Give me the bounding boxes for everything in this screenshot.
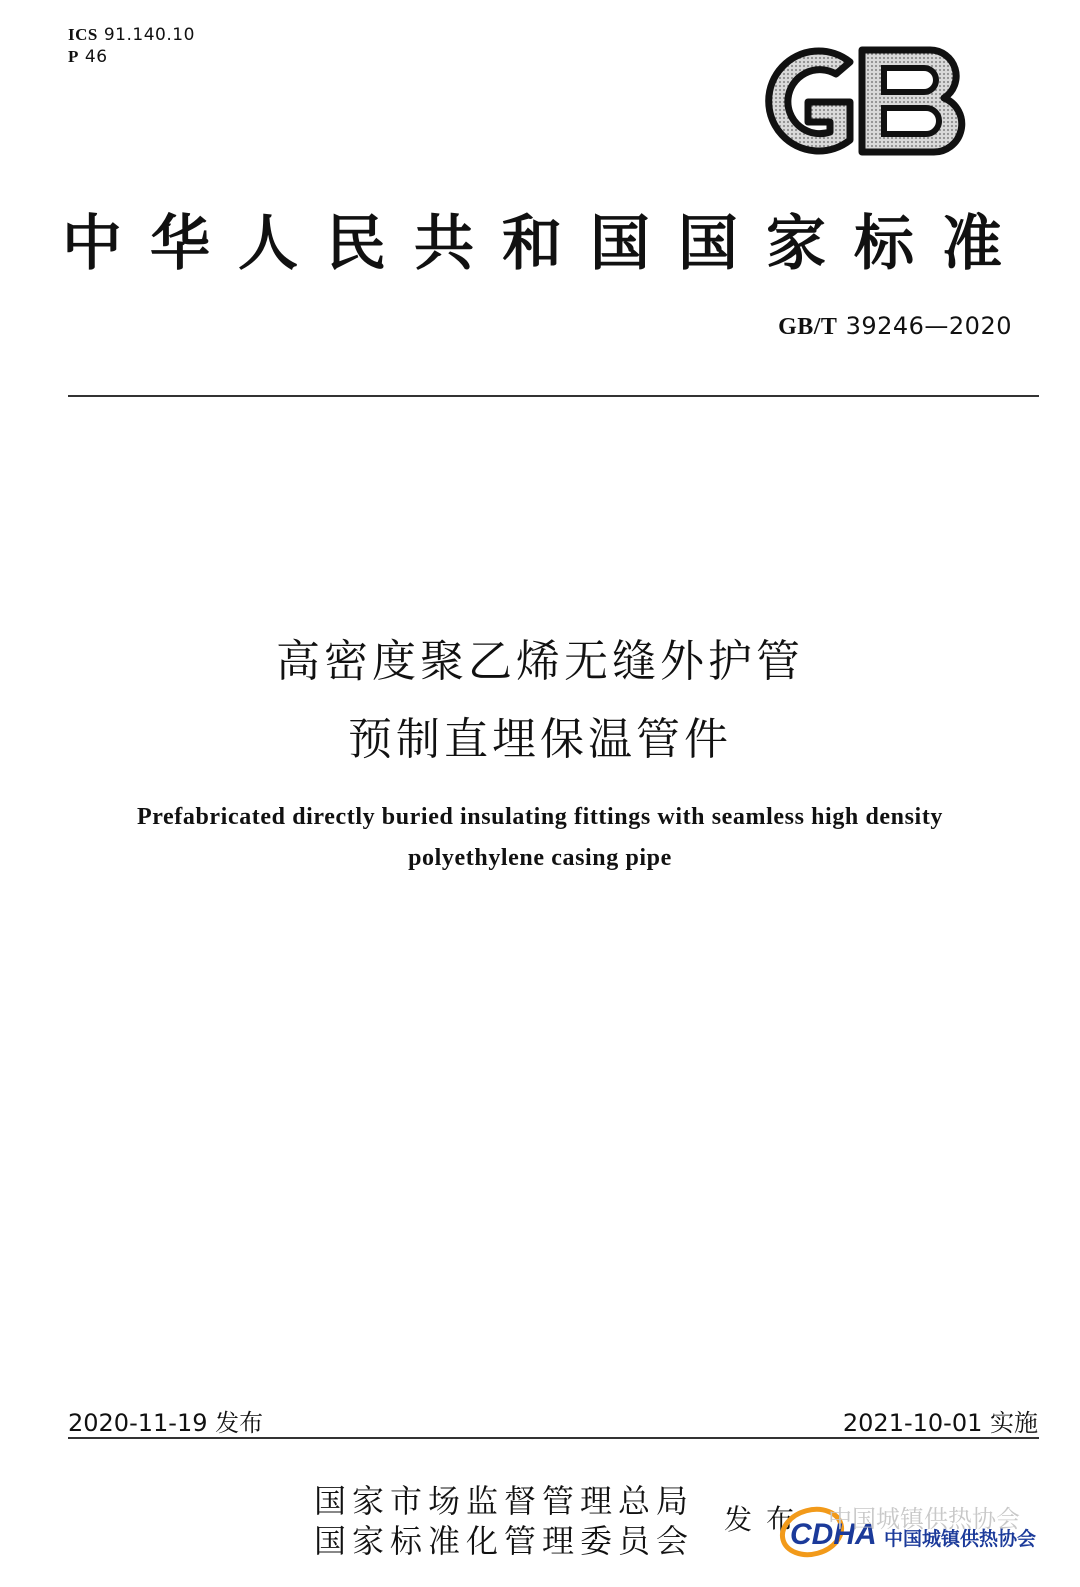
- implementation-date: 2021-10-01 实施: [842, 1409, 1038, 1437]
- issue-verb: 发布: [724, 1503, 809, 1536]
- classification-codes: [68, 24, 195, 68]
- standard-prefix: GB/T: [778, 314, 838, 340]
- issuer-line2: 国家标准化管理委员会: [314, 1522, 695, 1560]
- p-line: [68, 46, 195, 68]
- bottom-divider: [68, 1437, 1039, 1439]
- cdha-logo-text: CDHA: [790, 1518, 877, 1551]
- watermark-text: 中国城镇供热协会: [884, 1528, 1037, 1550]
- chinese-title-line2: 预制直埋保温管件: [348, 714, 732, 765]
- standard-code: 39246—2020: [845, 312, 1012, 340]
- top-divider: [68, 395, 1039, 397]
- english-title-line1: Prefabricated directly buried insulating fittings with seamless high density: [136, 804, 944, 830]
- issue-date: 2020-11-19 发布: [68, 1409, 264, 1437]
- gb-logo: [738, 40, 974, 162]
- issuer-line1: 国家市场监督管理总局: [314, 1482, 695, 1520]
- ics-line: [68, 24, 195, 46]
- standard-number: [778, 312, 1012, 341]
- p-label: P: [68, 47, 79, 66]
- document-category-title: 中华人民共和国国家标准: [62, 209, 1030, 279]
- english-title-line2: polyethylene casing pipe: [408, 845, 672, 871]
- ics-code: 91.140.10: [103, 25, 195, 45]
- watermark-text-faint: 中国城镇供热协会: [828, 1505, 1020, 1533]
- ics-label: ICS: [68, 25, 98, 44]
- chinese-title-line1: 高密度聚乙烯无缝外护管: [276, 636, 804, 687]
- p-code: 46: [84, 47, 108, 67]
